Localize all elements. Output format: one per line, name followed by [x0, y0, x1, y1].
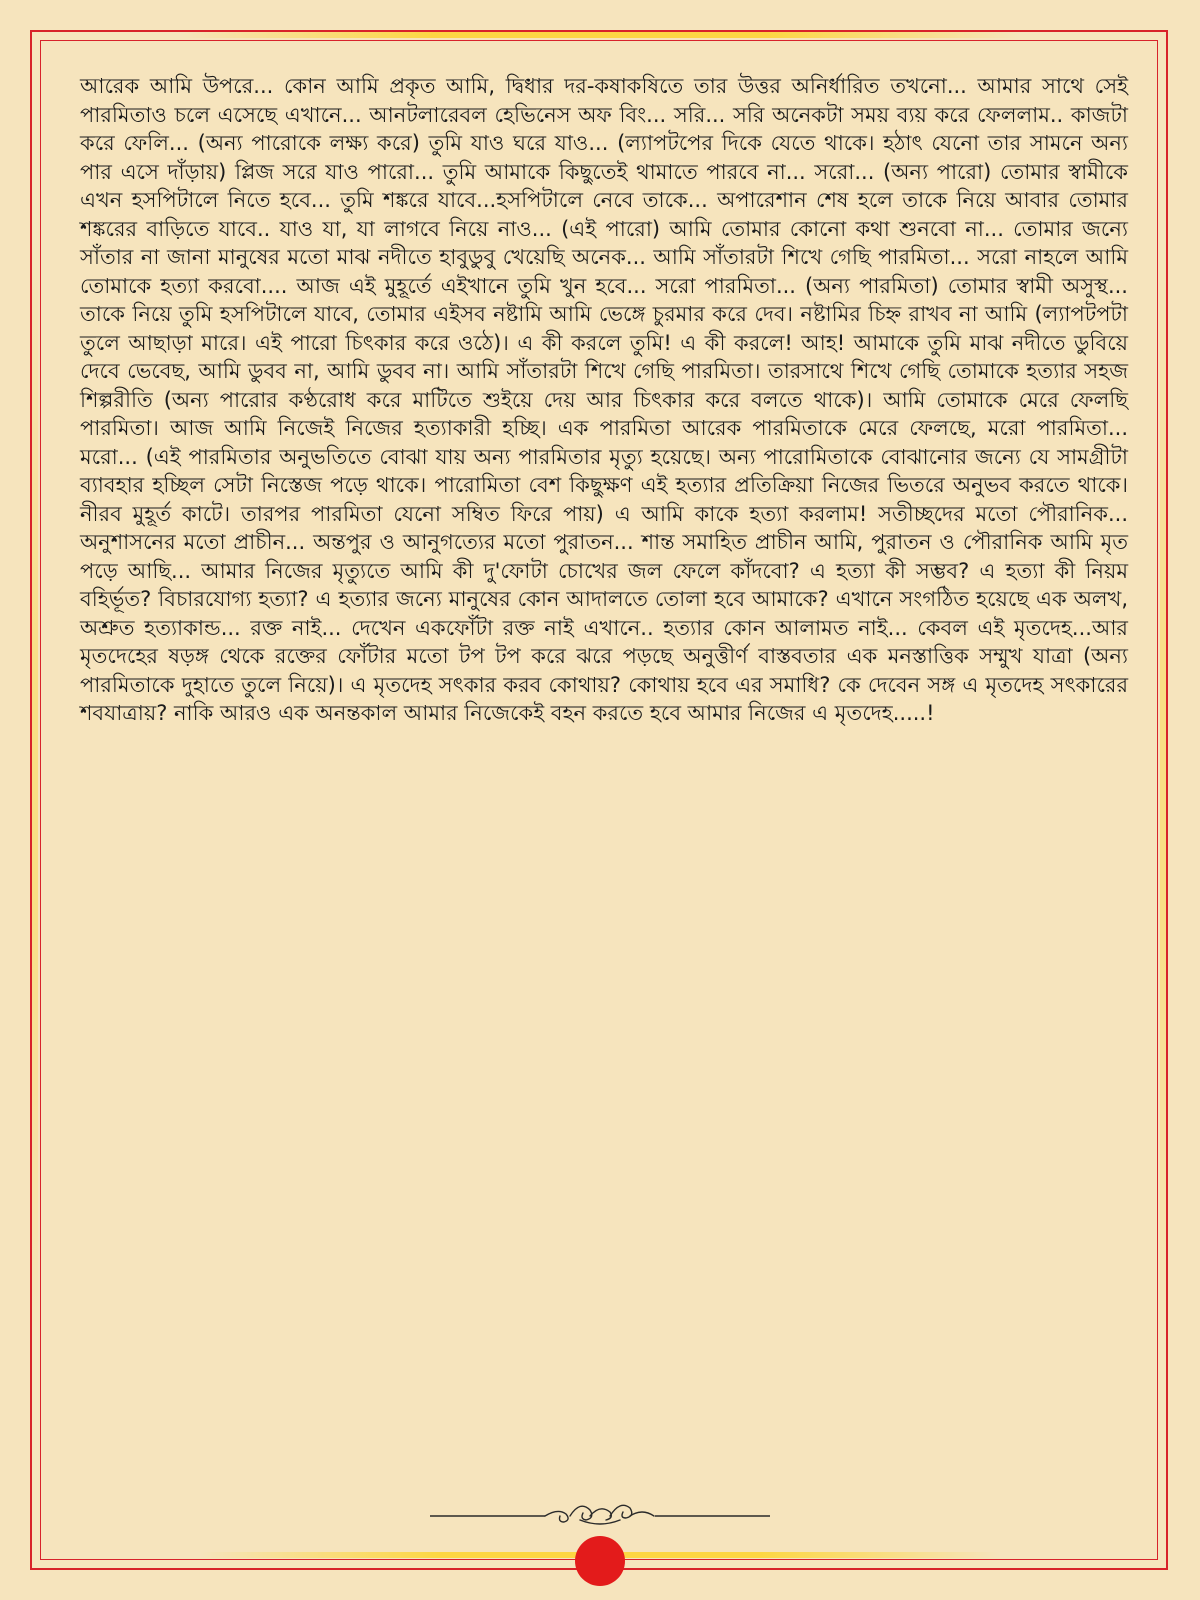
body-paragraph: আরেক আমি উপরে... কোন আমি প্রকৃত আমি, দ্বিধার দর-কষাকষিতে তার উত্তর অনির্ধারিত তখনো... আমার সাথে সেই পারমিতাও চলে এসেছে এখানে... আনটলারেবল হেভিনেস অফ বিং... সরি... সরি অনেকটা সময় ব্যয় করে ফেললাম.. কাজটা করে ফেলি... (অন্য পারোকে লক্ষ্য করে) তুমি যাও ঘরে যাও... (ল্যাপটপের দিকে যেতে থাকে। হঠাৎ যেনো তার সামনে অন্য পার এসে দাঁড়ায়) প্লিজ সরে যাও পারো... তুমি আমাকে কিছুতেই থামাতে পারবে না... সরো... (অন্য পারো) তোমার স্বামীকে এখন হসপিটালে নিতে হবে... তুমি শঙ্করে যাবে...হসপিটালে নেবে তাকে... অপারেশান শেষ হলে তাকে নিয়ে আবার তোমার শঙ্করের বাড়িতে যাবে.. যাও যা, যা লাগবে নিয়ে নাও... (এই পারো) আমি তোমার কোনো কথা শুনবো না... তোমার জন্যে সাঁতার না জানা মানুষের মতো মাঝ নদীতে হাবুডুবু খেয়েছি অনেক... আমি সাঁতারটা শিখে গেছি পারমিতা... সরো নাহলে আমি তোমাকে হত্যা করবো.... আজ এই মুহূর্তে এইখানে তুমি খুন হবে... সরো পারমিতা... (অন্য পারমিতা) তোমার স্বামী অসুস্থ... তাকে নিয়ে তুমি হসপিটালে যাবে, তোমার এইসব নষ্টামি আমি ভেঙ্গে চুরমার করে দেব। নষ্টামির চিহ্ন রাখব না আমি (ল্যাপটপটা তুলে আছাড়া মারে। এই পারো চিৎকার করে ওঠে)। এ কী করলে তুমি! এ কী করলে! আহ! আমাকে তুমি মাঝ নদীতে ডুবিয়ে দেবে ভেবেছ, আমি ডুবব না, আমি ডুবব না। আমি সাঁতারটা শিখে গেছি পারমিতা। তারসাথে শিখে গেছি তোমাকে হত্যার সহজ শিল্পরীতি (অন্য পারোর কণ্ঠরোধ করে মাটিতে শুইয়ে দেয় আর চিৎকার করে বলতে থাকে)। আমি তোমাকে মেরে ফেলছি পারমিতা। আজ আমি নিজেই নিজের হত্যাকারী হচ্ছি। এক পারমিতা আরেক পারমিতাকে মেরে ফেলছে, মরো পারমিতা... মরো... (এই পারমিতার অনুভতিতে বোঝা যায় অন্য পারমিতার মৃত্যু হয়েছে। অন্য পারোমিতাকে বোঝানোর জন্যে যে সামগ্রীটা ব্যাবহার হচ্ছিল সেটা নিস্তেজ পড়ে থাকে। পারোমিতা বেশ কিছুক্ষণ এই হত্যার প্রতিক্রিয়া নিজের ভিতরে অনুভব করতে থাকে। নীরব মুহূর্ত কাটে। তারপর পারমিতা যেনো সম্বিত ফিরে পায়) এ আমি কাকে হত্যা করলাম! সতীচ্ছদের মতো পৌরানিক... অনুশাসনের মতো প্রাচীন... অন্তপুর ও আনুগত্যের মতো পুরাতন... শান্ত সমাহিত প্রাচীন আমি, পুরাতন ও পৌরানিক আমি মৃত পড়ে আছি... আমার নিজের মৃত্যুতে আমি কী দু'ফোটা চোখের জল ফেলে কাঁদবো? এ হত্যা কী সম্ভব? এ হত্যা কী নিয়ম বহির্ভূত? বিচারযোগ্য হত্যা? এ হত্যার জন্যে মানুষের কোন আদালতে তোলা হবে আমাকে? এখানে সংগঠিত হয়েছে এক অলখ, অশ্রুত হত্যাকান্ড... রক্ত নাই... দেখেন একফোঁটা রক্ত নাই এখানে.. হত্যার কোন আলামত নাই... কেবল এই মৃতদেহ...আর মৃতদেহের ষড়ঙ্গ থেকে রক্তের ফোঁটার মতো টপ টপ করে ঝরে পড়ছে অনুত্তীর্ণ বাস্তবতার এক মনস্তাত্তিক সম্মুখ যাত্রা (অন্য পারমিতাকে দুহাতে তুলে নিয়ে)। এ মৃতদেহ সৎকার করব কোথায়? কোথায় হবে এর সমাধি? কে দেবেন সঙ্গ এ মৃতদেহ সৎকারের শবযাত্রায়? নাকি আরও এক অনন্তকাল আমার নিজেকেই বহন করতে হবে আমার নিজের এ মৃতদেহ.....!: [80, 74, 1128, 725]
red-seal-icon: [575, 1536, 625, 1586]
scroll-flourish-icon: [430, 1496, 770, 1536]
